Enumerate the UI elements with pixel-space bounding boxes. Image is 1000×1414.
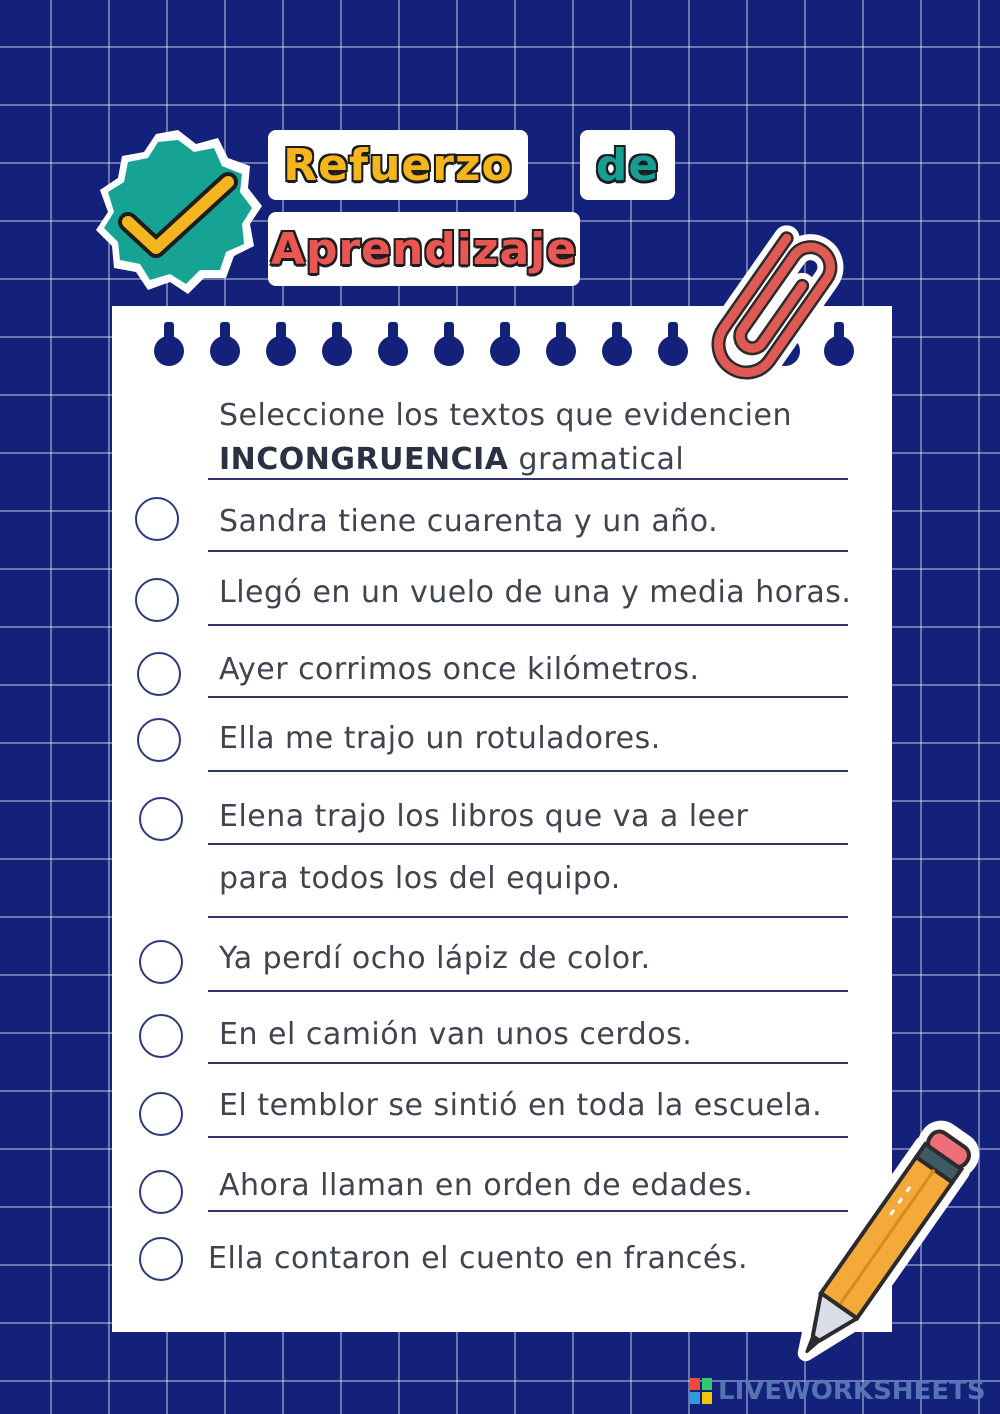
option-radio-1[interactable] — [135, 497, 179, 541]
option-text-9: Ahora llaman en orden de edades. — [219, 1168, 754, 1203]
binder-hole — [266, 322, 296, 364]
option-radio-9[interactable] — [139, 1170, 183, 1214]
option-radio-8[interactable] — [139, 1092, 183, 1136]
option-text-5-line-2: para todos los del equipo. — [219, 861, 621, 896]
option-text-8: El temblor se sintió en toda la escuela. — [219, 1088, 823, 1123]
binder-hole — [378, 322, 408, 364]
divider-line — [208, 916, 848, 918]
liveworksheets-wordmark: LIVEWORKSHEETS — [718, 1376, 986, 1406]
option-radio-3[interactable] — [137, 652, 181, 696]
binder-hole — [490, 322, 520, 364]
divider-line — [208, 1062, 848, 1064]
option-radio-5[interactable] — [139, 797, 183, 841]
liveworksheets-logo-icon — [690, 1378, 712, 1404]
option-text-5-line-1: Elena trajo los libros que va a leer — [219, 799, 749, 834]
option-radio-6[interactable] — [139, 940, 183, 984]
liveworksheets-logo — [690, 1376, 986, 1406]
option-radio-2[interactable] — [135, 578, 179, 622]
paperclip-icon — [672, 210, 862, 410]
option-text-10: Ella contaron el cuento en francés. — [208, 1241, 749, 1276]
binder-hole — [602, 322, 632, 364]
divider-line — [208, 696, 848, 698]
binder-hole — [210, 322, 240, 364]
divider-line — [208, 843, 848, 845]
title-word-aprendizaje: Aprendizaje — [268, 212, 580, 286]
divider-line — [208, 770, 848, 772]
instruction-keyword: INCONGRUENCIA — [219, 442, 509, 477]
checkmark-badge-icon — [92, 126, 264, 298]
binder-hole — [154, 322, 184, 364]
option-text-7: En el camión van unos cerdos. — [219, 1017, 693, 1052]
option-text-6: Ya perdí ocho lápiz de color. — [219, 941, 651, 976]
divider-line — [208, 550, 848, 552]
option-radio-7[interactable] — [139, 1014, 183, 1058]
title-word-refuerzo: Refuerzo — [268, 130, 528, 200]
divider-line — [208, 1210, 848, 1212]
option-radio-10[interactable] — [139, 1237, 183, 1281]
instruction-line-1: Seleccione los textos que evidencien — [219, 398, 792, 433]
option-text-3: Ayer corrimos once kilómetros. — [219, 652, 700, 687]
divider-line — [208, 624, 848, 626]
option-radio-4[interactable] — [137, 718, 181, 762]
binder-hole — [434, 322, 464, 364]
option-text-4: Ella me trajo un rotuladores. — [219, 721, 661, 756]
option-text-2: Llegó en un vuelo de una y media horas. — [219, 575, 852, 610]
divider-line — [208, 1136, 848, 1138]
divider-line — [208, 990, 848, 992]
divider-line — [208, 478, 848, 480]
binder-hole — [546, 322, 576, 364]
option-text-1: Sandra tiene cuarenta y un año. — [219, 504, 719, 539]
pencil-icon — [770, 1115, 985, 1385]
instruction-rest: gramatical — [508, 442, 685, 477]
instruction-line-2 — [219, 442, 684, 477]
binder-hole — [322, 322, 352, 364]
title-word-de: de — [580, 130, 675, 200]
